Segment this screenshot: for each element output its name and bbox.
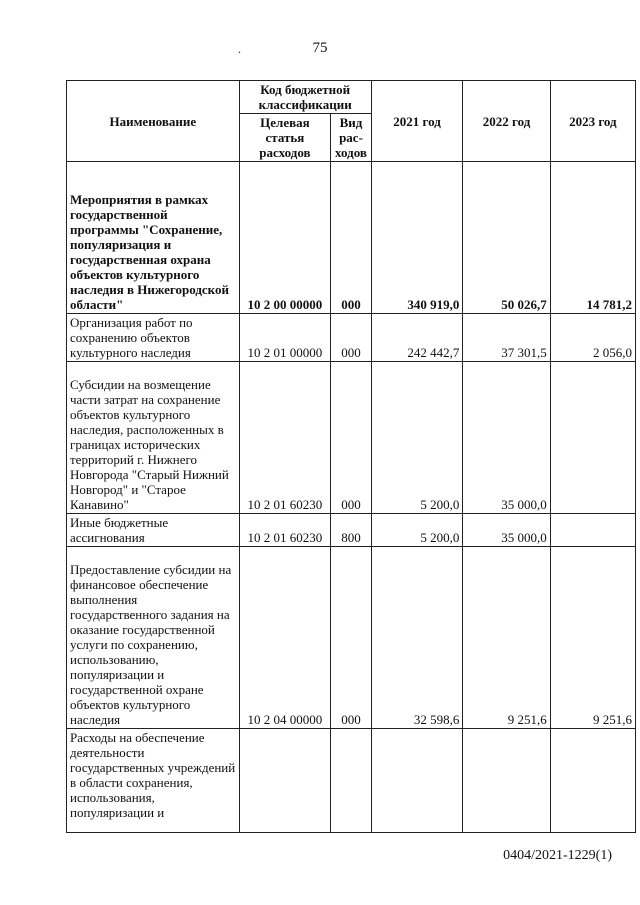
- table-row: [67, 514, 636, 547]
- row-kind: 000: [331, 162, 372, 314]
- row-kind: 800: [331, 514, 372, 547]
- row-2021: 340 919,0: [371, 162, 463, 314]
- table-row: [67, 729, 636, 833]
- header-target-article: Целевая статья расходов: [239, 114, 331, 162]
- row-2022: 35 000,0: [463, 362, 550, 514]
- row-2022: [463, 729, 550, 833]
- row-code: 10 2 01 60230: [239, 514, 331, 547]
- row-2022: 35 000,0: [463, 514, 550, 547]
- header-2021: 2021 год: [371, 81, 463, 162]
- budget-table: [66, 80, 636, 833]
- row-2021: 5 200,0: [371, 514, 463, 547]
- page-mark: .: [238, 42, 241, 56]
- table-row: [67, 362, 636, 514]
- row-2021: 5 200,0: [371, 362, 463, 514]
- row-name: Расходы на обеспечение деятельности государственных учреждений в области сохранения, использования, популяризации и: [67, 729, 240, 833]
- table-row: [67, 547, 636, 729]
- table-row: [67, 314, 636, 362]
- page-number: 75: [312, 40, 328, 56]
- row-code: 10 2 01 00000: [239, 314, 331, 362]
- row-2023: [550, 514, 635, 547]
- header-expense-kind: Вид рас-ходов: [331, 114, 372, 162]
- row-2022: 50 026,7: [463, 162, 550, 314]
- row-name: Иные бюджетные ассигнования: [67, 514, 240, 547]
- row-2021: 32 598,6: [371, 547, 463, 729]
- row-2021: 242 442,7: [371, 314, 463, 362]
- row-2023: [550, 729, 635, 833]
- row-kind: 000: [331, 362, 372, 514]
- row-2022: 37 301,5: [463, 314, 550, 362]
- row-code: 10 2 00 00000: [239, 162, 331, 314]
- row-2023: 2 056,0: [550, 314, 635, 362]
- row-name: Мероприятия в рамках государственной программы "Сохранение, популяризация и государственная охрана объектов культурного наследия в Нижегородской области": [67, 162, 240, 314]
- document-code: 0404/2021-1229(1): [503, 848, 612, 863]
- header-2022: 2022 год: [463, 81, 550, 162]
- header-2023: 2023 год: [550, 81, 635, 162]
- row-code: 10 2 01 60230: [239, 362, 331, 514]
- row-name: Субсидии на возмещение части затрат на сохранение объектов культурного наследия, расположенных в границах исторических территорий г. Нижнего Новгорода "Старый Нижний Новгород" и "Старое Канавино": [67, 362, 240, 514]
- row-2022: 9 251,6: [463, 547, 550, 729]
- row-code: 10 2 04 00000: [239, 547, 331, 729]
- row-name: Организация работ по сохранению объектов культурного наследия: [67, 314, 240, 362]
- header-code-group: Код бюджетной классификации: [239, 81, 371, 114]
- row-2023: [550, 362, 635, 514]
- row-name: Предоставление субсидии на финансовое обеспечение выполнения государственного задания на оказание государственной услуги по сохранению, использованию, популяризации и государственной охране объектов культурного наследия: [67, 547, 240, 729]
- table-row: [67, 162, 636, 314]
- header-name: Наименование: [67, 81, 240, 162]
- row-2023: 9 251,6: [550, 547, 635, 729]
- row-2023: 14 781,2: [550, 162, 635, 314]
- row-kind: 000: [331, 547, 372, 729]
- row-kind: [331, 729, 372, 833]
- row-code: [239, 729, 331, 833]
- row-kind: 000: [331, 314, 372, 362]
- row-2021: [371, 729, 463, 833]
